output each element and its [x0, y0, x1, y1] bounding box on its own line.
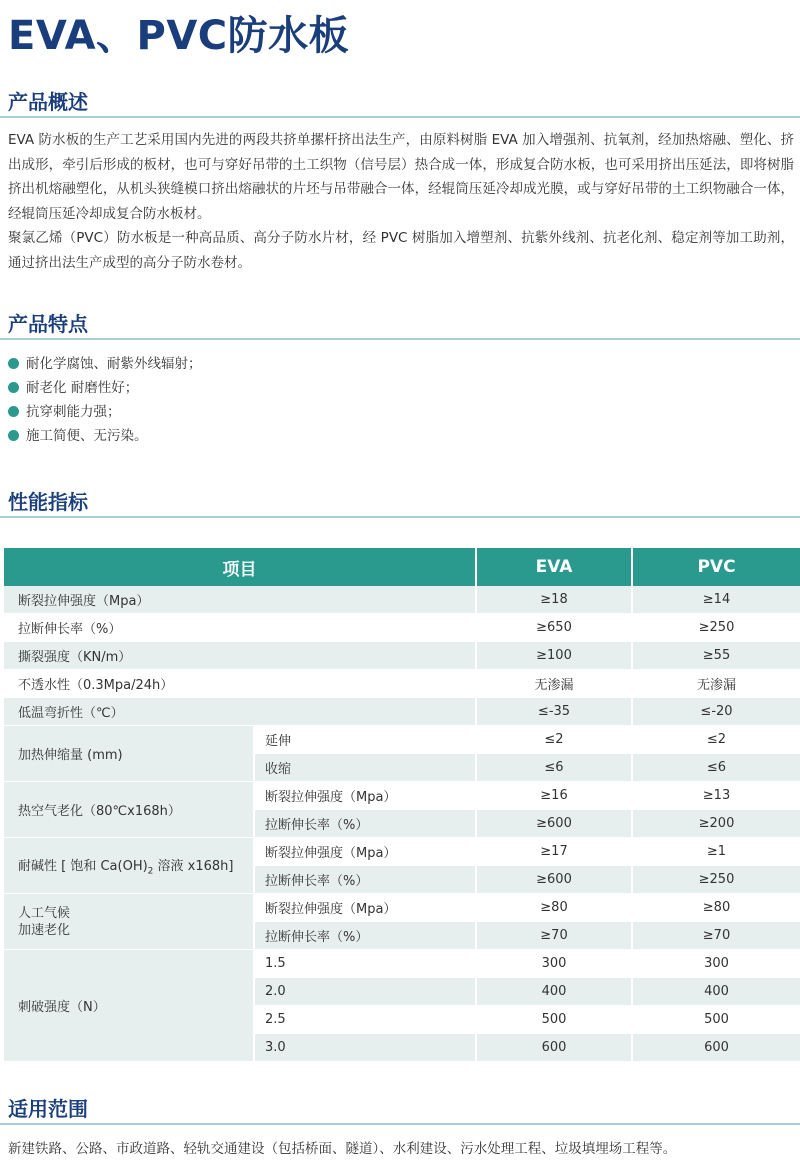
list-item [8, 424, 202, 448]
pvc-cell: ≥250 [632, 866, 800, 894]
eva-cell: ≥100 [476, 642, 632, 670]
table-row [4, 586, 800, 614]
overview-paragraph-pvc: 聚氯乙烯（PVC）防水板是一种高品质、高分子防水片材，经 PVC 树脂加入增塑剂、抗紫外线剂、抗老化剂、稳定剂等加工助剂，通过挤出法生产成型的高分子防水卷材。 [8, 230, 794, 271]
eva-cell: 无渗漏 [476, 670, 632, 698]
eva-cell: ≥70 [476, 922, 632, 950]
group-cell: 刺破强度（N） [4, 950, 254, 1062]
eva-cell: 300 [476, 950, 632, 978]
features-heading [0, 308, 800, 340]
list-item [8, 376, 202, 400]
feature-text: 耐化学腐蚀、耐紫外线辐射； [26, 356, 202, 372]
pvc-cell: ≤2 [632, 726, 800, 754]
specs-heading-text: 性能指标 [8, 490, 88, 514]
table-row [4, 838, 800, 866]
pvc-cell: ≥14 [632, 586, 800, 614]
pvc-cell: ≥13 [632, 782, 800, 810]
sub-item-cell: 延伸 [254, 726, 476, 754]
eva-cell: 400 [476, 978, 632, 1006]
pvc-cell: ≥55 [632, 642, 800, 670]
table-row [4, 726, 800, 754]
eva-cell: ≤2 [476, 726, 632, 754]
group-label-main: 耐碱性 [ 饱和 Ca(OH) [18, 858, 148, 874]
spec-table [4, 548, 800, 1062]
table-row [4, 894, 800, 922]
sub-item-cell: 拉断伸长率（%） [254, 922, 476, 950]
pvc-cell: ≥70 [632, 922, 800, 950]
group-cell-alkali [4, 838, 254, 894]
page-title: EVA、PVC防水板 [8, 13, 350, 59]
table-row [4, 642, 800, 670]
sub-item-cell: 拉断伸长率（%） [254, 810, 476, 838]
feature-text: 抗穿刺能力强； [26, 404, 121, 420]
header-eva: EVA [476, 548, 632, 586]
pvc-cell: 300 [632, 950, 800, 978]
eva-cell: ≥600 [476, 810, 632, 838]
list-item [8, 352, 202, 376]
list-item [8, 400, 202, 424]
group-cell: 加热伸缩量 (mm) [4, 726, 254, 782]
pvc-cell: ≥250 [632, 614, 800, 642]
pvc-cell: 无渗漏 [632, 670, 800, 698]
table-row [4, 698, 800, 726]
group-label-subscript: 2 [147, 866, 154, 877]
eva-cell: ≤-35 [476, 698, 632, 726]
eva-cell: 600 [476, 1034, 632, 1062]
sub-item-cell: 断裂拉伸强度（Mpa） [254, 782, 476, 810]
item-cell: 断裂拉伸强度（Mpa） [4, 586, 476, 614]
eva-cell: 500 [476, 1006, 632, 1034]
table-header-row [4, 548, 800, 586]
header-pvc: PVC [632, 548, 800, 586]
eva-cell: ≥80 [476, 894, 632, 922]
overview-heading-text: 产品概述 [8, 90, 88, 114]
sub-item-cell: 1.5 [254, 950, 476, 978]
pvc-cell: 500 [632, 1006, 800, 1034]
pvc-cell: ≤-20 [632, 698, 800, 726]
sub-item-cell: 断裂拉伸强度（Mpa） [254, 894, 476, 922]
eva-cell: ≤6 [476, 754, 632, 782]
scope-heading-text: 适用范围 [8, 1097, 88, 1121]
sub-item-cell: 2.0 [254, 978, 476, 1006]
eva-cell: ≥18 [476, 586, 632, 614]
pvc-cell: 400 [632, 978, 800, 1006]
table-row [4, 950, 800, 978]
sub-item-cell: 3.0 [254, 1034, 476, 1062]
item-cell: 拉断伸长率（%） [4, 614, 476, 642]
group-label-line1: 人工气候 [18, 905, 71, 921]
eva-cell: ≥650 [476, 614, 632, 642]
header-item: 项目 [4, 548, 476, 586]
feature-text: 施工简便、无污染。 [26, 428, 148, 444]
overview-paragraph-eva: EVA 防水板的生产工艺采用国内先进的两段共挤单摞杆挤出法生产，由原料树脂 EVA 加入增强剂、抗氧剂，经加热熔融、塑化、挤出成形，牵引后形成的板材，也可与穿好吊带的土工织物（信号层）热合成一体，形成复合防水板，也可采用挤出压延法，即将树脂挤出机熔融塑化，从机头狭缝模口挤出熔融状的片坯与吊带融合一体，经辊筒压延冷却成光膜，或与穿好吊带的土工织物融合一体，经辊筒压延冷却成复合防水板材。 [8, 132, 794, 222]
group-label-tail: 溶液 x168h] [153, 858, 234, 874]
bullet-icon [8, 430, 19, 441]
sub-item-cell: 2.5 [254, 1006, 476, 1034]
eva-cell: ≥16 [476, 782, 632, 810]
bullet-icon [8, 358, 19, 369]
features-heading-text: 产品特点 [8, 312, 88, 336]
sub-item-cell: 收缩 [254, 754, 476, 782]
sub-item-cell: 断裂拉伸强度（Mpa） [254, 838, 476, 866]
group-label-line2: 加速老化 [18, 922, 71, 938]
specs-heading [0, 486, 800, 518]
pvc-cell: ≥80 [632, 894, 800, 922]
pvc-cell: ≥200 [632, 810, 800, 838]
eva-cell: ≥600 [476, 866, 632, 894]
features-list [8, 352, 202, 448]
scope-heading [0, 1093, 800, 1125]
feature-text: 耐老化 耐磨性好； [26, 380, 139, 396]
bullet-icon [8, 382, 19, 393]
pvc-cell: ≥1 [632, 838, 800, 866]
group-cell-weathering [4, 894, 254, 950]
table-row [4, 614, 800, 642]
table-row [4, 670, 800, 698]
pvc-cell: 600 [632, 1034, 800, 1062]
eva-cell: ≥17 [476, 838, 632, 866]
pvc-cell: ≤6 [632, 754, 800, 782]
item-cell: 不透水性（0.3Mpa/24h） [4, 670, 476, 698]
bullet-icon [8, 406, 19, 417]
sub-item-cell: 拉断伸长率（%） [254, 866, 476, 894]
item-cell: 撕裂强度（KN/m） [4, 642, 476, 670]
overview-heading [0, 86, 800, 118]
group-cell: 热空气老化（80℃x168h） [4, 782, 254, 838]
item-cell: 低温弯折性（℃） [4, 698, 476, 726]
scope-text: 新建铁路、公路、市政道路、轻轨交通建设（包括桥面、隧道）、水利建设、污水处理工程、垃圾填埋场工程等。 [8, 1141, 677, 1157]
table-row [4, 782, 800, 810]
